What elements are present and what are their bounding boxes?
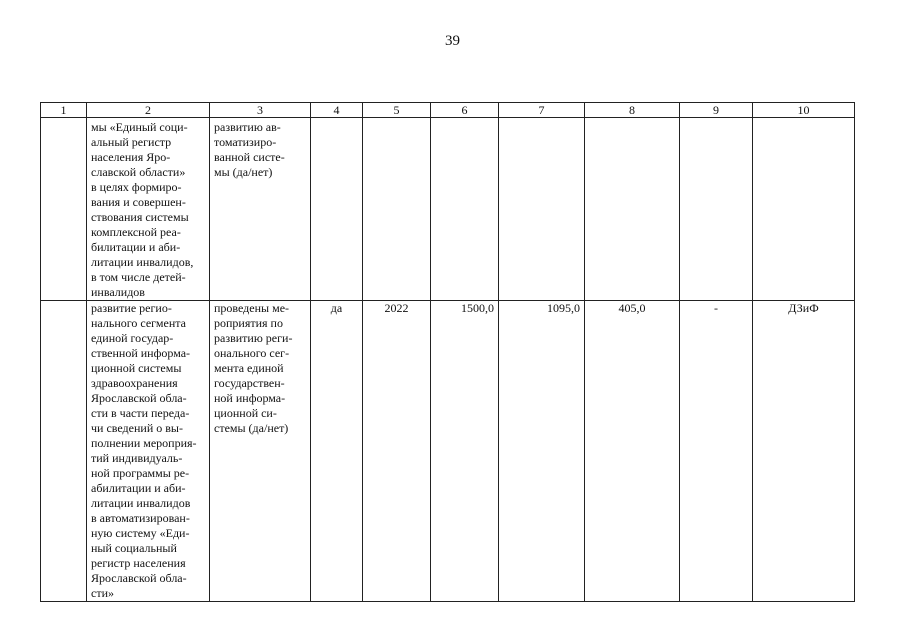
table-cell-year: 2022 xyxy=(363,301,431,602)
table-cell-executor: ДЗиФ xyxy=(753,301,855,602)
column-header: 8 xyxy=(585,103,680,118)
column-header: 7 xyxy=(499,103,585,118)
table-cell xyxy=(41,118,87,301)
table-row xyxy=(41,118,855,301)
table-cell xyxy=(499,118,585,301)
table-cell-amount: - xyxy=(680,301,753,602)
table-cell xyxy=(680,118,753,301)
column-header: 10 xyxy=(753,103,855,118)
table-header-row xyxy=(41,103,855,118)
program-table xyxy=(40,102,855,602)
table-row xyxy=(41,301,855,602)
column-header: 4 xyxy=(311,103,363,118)
table-cell-amount: 405,0 xyxy=(585,301,680,602)
column-header: 1 xyxy=(41,103,87,118)
table-cell-amount: 1095,0 xyxy=(499,301,585,602)
table-cell-description: мы «Единый соци- альный регистр населения Яро- славской области» в целях формиро- вания и совершен- ствования системы комплексной реа- билитации и аби- литации инвалидов, в том числе детей- инвалидов xyxy=(87,118,210,301)
table-cell-indicator: развитию ав- томатизиро- ванной систе- мы (да/нет) xyxy=(210,118,311,301)
column-header: 9 xyxy=(680,103,753,118)
column-header: 5 xyxy=(363,103,431,118)
column-header: 2 xyxy=(87,103,210,118)
table-cell xyxy=(41,301,87,602)
table-cell xyxy=(753,118,855,301)
column-header: 3 xyxy=(210,103,311,118)
table-cell xyxy=(363,118,431,301)
table-cell xyxy=(311,118,363,301)
table-cell-total: 1500,0 xyxy=(431,301,499,602)
table-cell-indicator: проведены ме- роприятия по развитию реги- онального сег- мента единой государствен- ной информа- ционной си- стемы (да/нет) xyxy=(210,301,311,602)
table-cell xyxy=(431,118,499,301)
column-header: 6 xyxy=(431,103,499,118)
table-cell-flag: да xyxy=(311,301,363,602)
table-cell xyxy=(585,118,680,301)
page-number: 39 xyxy=(445,33,460,49)
table-cell-description: развитие регио- нального сегмента единой государ- ственной информа- ционной системы здравоохранения Ярославской обла- сти в части переда- чи сведений о вы- полнении мероприя- тий индивидуаль- ной программы ре- абилитации и аби- литации инвалидов в автоматизирован- ную систему «Еди- ный социальный регистр населения Ярославской обла- сти» xyxy=(87,301,210,602)
